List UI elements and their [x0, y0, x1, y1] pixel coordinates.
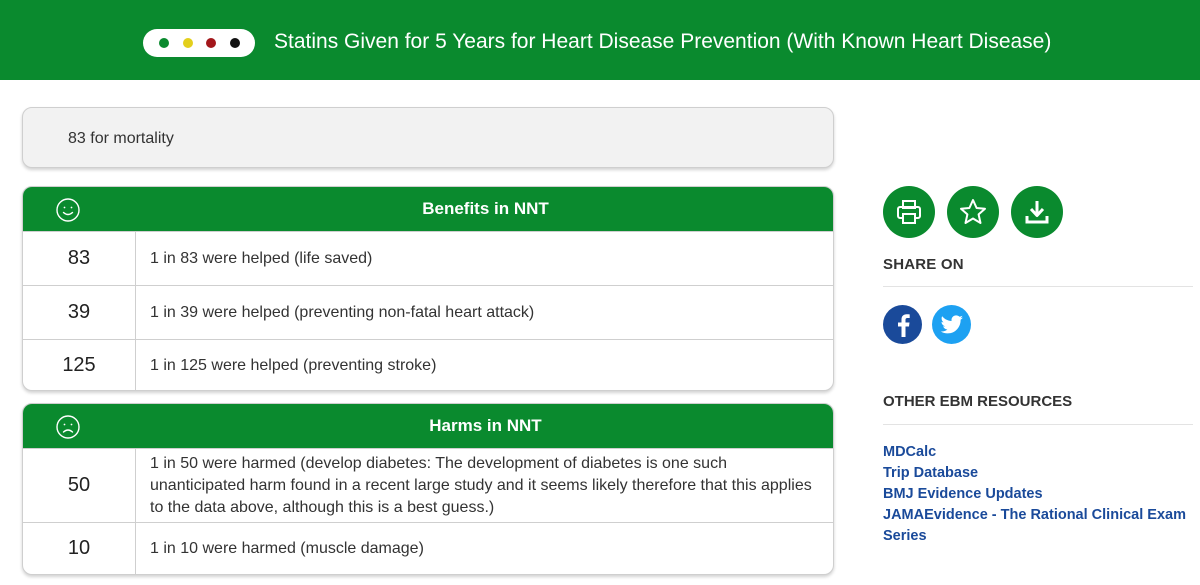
benefits-title: Benefits in NNT — [422, 199, 549, 218]
benefit-row — [23, 339, 833, 391]
nnt-value: 50 — [23, 449, 136, 522]
resources-heading: OTHER EBM RESOURCES — [883, 393, 1073, 410]
sad-face-icon — [56, 415, 80, 439]
share-heading: SHARE ON — [883, 256, 964, 273]
twitter-button[interactable] — [932, 305, 971, 344]
print-button[interactable] — [883, 186, 935, 238]
nnt-description: 1 in 125 were helped (preventing stroke) — [150, 356, 437, 374]
benefit-row — [23, 285, 833, 339]
black-dot — [230, 38, 240, 48]
nnt-description: 1 in 83 were helped (life saved) — [150, 249, 373, 267]
printer-icon — [894, 197, 924, 227]
twitter-icon — [940, 315, 964, 335]
nnt-description: 1 in 50 were harmed (develop diabetes: The development of diabetes is one such unanticipated harm found in a recent large study and it seems likely therefore that this applies to the data above, although this is a best guess.) — [150, 454, 812, 516]
benefits-card — [22, 186, 834, 391]
green-dot — [159, 38, 169, 48]
resource-link[interactable]: Trip Database — [883, 465, 979, 481]
nnt-description: 1 in 10 were harmed (muscle damage) — [150, 539, 424, 557]
summary-text: 83 for mortality — [68, 130, 174, 147]
divider — [883, 424, 1193, 425]
summary-box — [22, 107, 834, 168]
harm-row — [23, 522, 833, 574]
resource-link[interactable]: JAMAEvidence - The Rational Clinical Exam Series — [883, 507, 1186, 544]
nnt-value: 83 — [23, 232, 136, 285]
resources-list — [883, 442, 1193, 547]
nnt-value: 10 — [23, 523, 136, 574]
facebook-icon — [893, 313, 913, 337]
page-header — [0, 0, 1200, 80]
harms-card — [22, 403, 834, 575]
divider — [883, 286, 1193, 287]
harms-title: Harms in NNT — [429, 416, 542, 435]
smile-face-icon — [56, 198, 80, 222]
resource-link[interactable]: BMJ Evidence Updates — [883, 486, 1043, 502]
harms-header — [23, 404, 833, 448]
nnt-description: 1 in 39 were helped (preventing non-fatal heart attack) — [150, 303, 535, 321]
benefits-header — [23, 187, 833, 231]
resource-link[interactable]: MDCalc — [883, 444, 937, 460]
download-button[interactable] — [1011, 186, 1063, 238]
yellow-dot — [183, 38, 193, 48]
harm-row — [23, 448, 833, 522]
star-icon — [958, 197, 988, 227]
download-icon — [1022, 197, 1052, 227]
red-dot — [206, 38, 216, 48]
nnt-value: 125 — [23, 340, 136, 391]
benefit-row — [23, 231, 833, 285]
facebook-button[interactable] — [883, 305, 922, 344]
rating-dots — [143, 29, 255, 57]
page-title: Statins Given for 5 Years for Heart Disease Prevention (With Known Heart Disease) — [274, 30, 1052, 53]
nnt-value: 39 — [23, 286, 136, 339]
favorite-button[interactable] — [947, 186, 999, 238]
